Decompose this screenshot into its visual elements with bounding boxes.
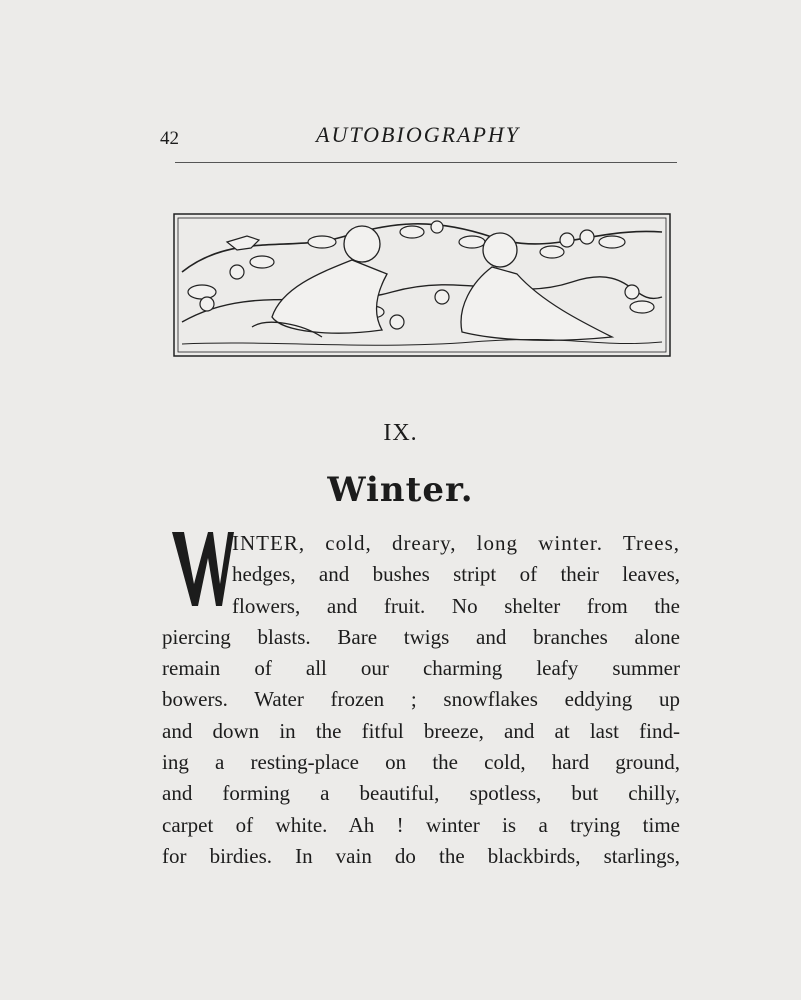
text-line: and down in the fitful breeze, and at last find- [162,718,680,743]
text-line: flowers, and fruit. No shelter from the [232,593,680,618]
header-rule [175,162,677,163]
text-line: remain of all our charming leafy summer [162,656,680,681]
chapter-body [162,528,680,872]
text-line: bowers. Water frozen ; snowflakes eddying up [162,687,680,712]
text-line: and forming a beautiful, spotless, but chilly, [162,781,680,806]
text-line: piercing blasts. Bare twigs and branches alone [162,624,680,649]
cherub-vine-ornament [172,212,672,358]
text-line: for birdies. In vain do the blackbirds, starlings, [162,843,680,868]
text-line: ing a resting-place on the cold, hard ground, [162,750,680,775]
page-number: 42 [160,128,179,149]
chapter-title: Winter. [327,470,474,510]
text-line: INTER, cold, dreary, long winter. Trees, [232,531,680,555]
running-head: AUTOBIOGRAPHY [316,122,521,147]
chapter-number: IX. [383,420,418,446]
text-line: hedges, and bushes stript of their leaves, [232,562,680,587]
text-line: carpet of white. Ah ! winter is a trying time [162,812,680,837]
